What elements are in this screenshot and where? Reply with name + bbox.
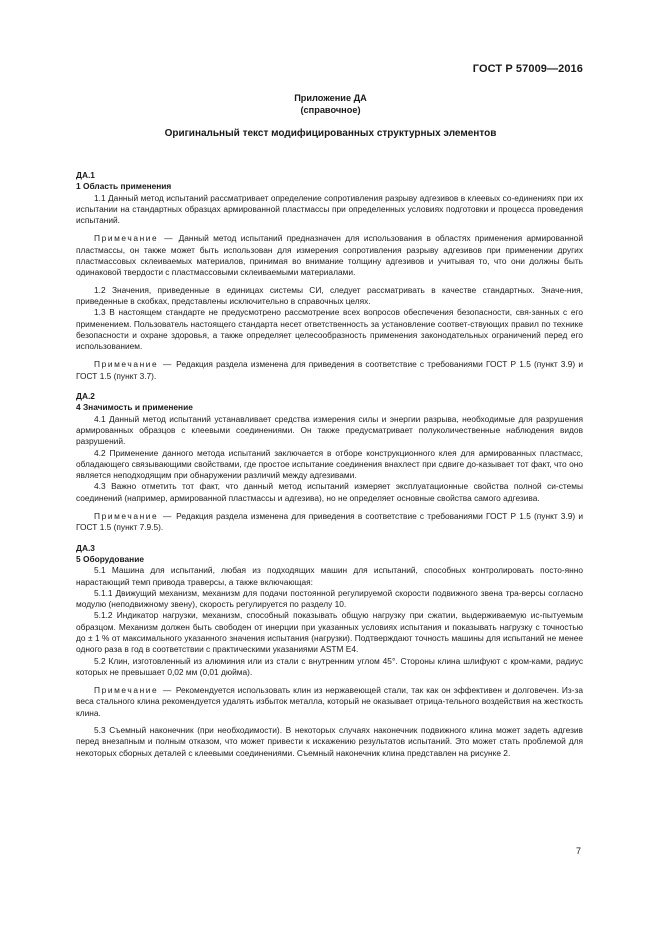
- paragraph: 5.1 Машина для испытаний, любая из подходящих машин для испытаний, способных контролировать посто-янно нарастающий темп привода траверсы, а также включающая:: [76, 565, 583, 587]
- document-number: ГОСТ Р 57009—2016: [472, 63, 583, 75]
- note-text: Редакция раздела изменена для приведения в соответствие с требованиями ГОСТ Р 1.5 (пункт 3.9) и ГОСТ 1.5 (пункт 3.7).: [76, 359, 584, 381]
- note: [76, 511, 583, 534]
- note: [76, 685, 583, 719]
- note: [76, 359, 583, 382]
- paragraph: 4.3 Важно отметить тот факт, что данный метод испытаний измеряет эксплуатационные свойства полной си-стемы соединений (например, армированной пластмассы и адгезива), но не определяет основные свойства самого адгезива.: [76, 481, 583, 503]
- appendix-subtitle: (справочное): [300, 105, 361, 115]
- paragraph: 5.3 Съемный наконечник (при необходимости). В некоторых случаях наконечник подвижного клина может задеть адгезив перед внезапным и полным отказом, что может привести к искажению результатов испытаний. Это может стать проблемой для некоторых сборных деталей с клеевыми соединениями. Съемный наконечник клина представлен на рисунке 2.: [76, 725, 583, 758]
- note-label: Примечание —: [94, 359, 173, 370]
- paragraph: 4.1 Данный метод испытаний устанавливает средства измерения силы и энергии разрыва, необходимые для разрушения армированных образцов с клеевыми соединениями. Он также предусматривает полуколичественные наблюдения видов разрушений.: [76, 413, 583, 447]
- note-label: Примечание —: [94, 685, 173, 696]
- paragraph: 1.1 Данный метод испытаний рассматривает определение сопротивления разрыву адгезивов в клеевых со-единениях при их испытании на стандартных образцах армированной пластмассы при определенных условиях подготовки и процесса проведения испытаний.: [76, 192, 583, 226]
- note: [76, 233, 583, 278]
- note-text: Редакция раздела изменена для приведения в соответствие с требованиями ГОСТ Р 1.5 (пункт 3.9) и ГОСТ 1.5 (пункт 7.9.5).: [76, 511, 584, 533]
- note-label: Примечание —: [94, 511, 173, 522]
- paragraph: 4.2 Применение данного метода испытаний заключается в отборе конструкционного клея для армированных пластмасс, обладающего связывающими свойствами, где простое испытание соединения внахлест при сдвиге до-казывает тот факт, что оно является неподходящим при обнаружении различий между адгезивами.: [76, 447, 583, 481]
- section-code: ДА.1: [76, 170, 95, 180]
- note-text: Данный метод испытаний предназначен для использования в областях применения армированной пластмассы, он также может быть использован для измерения сопротивления разрыву адгезивов при применении других пластмассовых склеиваемых материалов, принимая во внимание толщину адгезивов и учитывая то, что они должны быть одинаковой твердости с пластмассовыми склеиваемыми материалами.: [76, 233, 583, 278]
- paragraph: 5.1.1 Движущий механизм, механизм для подачи постоянной регулируемой скорости подвижного звена тра-версы согласно модулю (неподвижному звену), скорость регулируется по разделу 10.: [76, 587, 583, 610]
- paragraph: 5.2 Клин, изготовленный из алюминия или из стали с внутренним углом 45°. Стороны клина шлифуют с кром-ками, радиус которых не превышает 0,02 мм (0,01 дюйма).: [76, 655, 583, 677]
- note-text: Рекомендуется использовать клин из нержавеющей стали, так как он эффективен и долговечен. Из-за веса стального клина рекомендуется удалять избыток металла, который не оказывает отрица-тельного воздействия на жесткость клина.: [76, 685, 583, 718]
- section-code: ДА.3: [76, 542, 95, 553]
- paragraph: 5.1.2 Индикатор нагрузки, механизм, способный показывать общую нагрузку при сжатии, выдерживаемую ис-пытуемым образцом. Механизм должен быть свободен от инерции при указанных условиях испытания и показывать нагрузку с точностью до ± 1 % от максимального указанного значения испытания (нагрузки). Подтверждают точность машины для испытаний не менее одного раза в год в соответствии с практическими указаниями ASTM E4.: [76, 610, 583, 655]
- paragraph: 1.2 Значения, приведенные в единицах системы СИ, следует рассматривать в качестве стандартных. Значе-ния, приведенные в скобках, представлены исключительно в справочных целях.: [76, 284, 583, 306]
- section-code: ДА.2: [76, 391, 95, 402]
- note-label: Примечание —: [94, 233, 175, 244]
- document-body: [76, 170, 583, 759]
- section-title: 1 Область применения: [76, 181, 172, 192]
- appendix-title: Приложение ДА: [294, 93, 367, 103]
- section-title: 5 Оборудование: [76, 553, 144, 564]
- appendix-heading: Оригинальный текст модифицированных структурных элементов: [164, 128, 497, 139]
- page-number: 7: [575, 846, 581, 856]
- paragraph: 1.3 В настоящем стандарте не предусмотрено рассмотрение всех вопросов обеспечения безопасности, свя-занных с его применением. Пользователь настоящего стандарта несет ответственность за установление соответ-ствующих правил по технике безопасности и охране здоровья, а также определяет целесообразность применения законодательных ограничений перед его использованием.: [76, 307, 583, 352]
- section-title: 4 Значимость и применение: [76, 402, 193, 413]
